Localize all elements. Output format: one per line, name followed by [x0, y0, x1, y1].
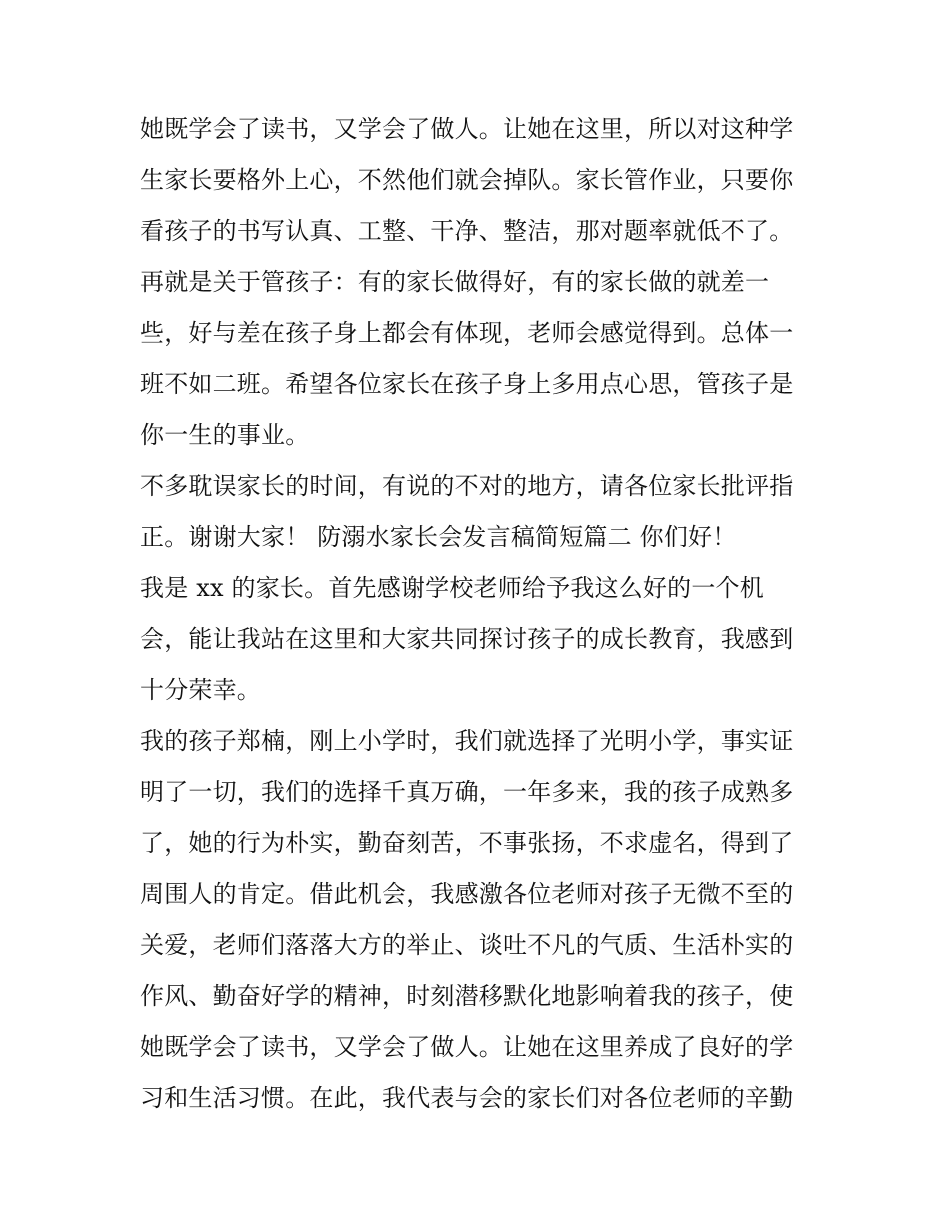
text-line: 她既学会了读书，又学会了做人。让她在这里，所以对这种学 — [140, 115, 794, 143]
text-line: 你一生的事业。 — [140, 421, 310, 449]
text-line: 了，她的行为朴实，勤奋刻苦，不事张扬，不求虚名，得到了 — [140, 829, 794, 857]
document-body — [140, 104, 820, 1124]
text-line: 她既学会了读书，又学会了做人。让她在这里养成了良好的学 — [140, 1033, 794, 1061]
text-line: 我的孩子郑楠，刚上小学时，我们就选择了光明小学，事实证 — [140, 727, 794, 755]
text-line: 班不如二班。希望各位家长在孩子身上多用点心思，管孩子是 — [140, 370, 794, 398]
text-line: 我是 xx 的家长。首先感谢学校老师给予我这么好的一个机 — [140, 574, 764, 602]
text-line: 关爱，老师们落落大方的举止、谈吐不凡的气质、生活朴实的 — [140, 931, 794, 959]
text-line: 些，好与差在孩子身上都会有体现，老师会感觉得到。总体一 — [140, 319, 794, 347]
text-line: 习和生活习惯。在此，我代表与会的家长们对各位老师的辛勤 — [140, 1084, 794, 1112]
text-line: 会，能让我站在这里和大家共同探讨孩子的成长教育，我感到 — [140, 625, 794, 653]
text-line: 再就是关于管孩子：有的家长做得好，有的家长做的就差一 — [140, 268, 770, 296]
text-line: 明了一切，我们的选择千真万确，一年多来，我的孩子成熟多 — [140, 778, 794, 806]
text-line: 不多耽误家长的时间，有说的不对的地方，请各位家长批评指 — [140, 472, 794, 500]
text-line: 作风、勤奋好学的精神，时刻潜移默化地影响着我的孩子，使 — [140, 982, 794, 1010]
text-line: 十分荣幸。 — [140, 676, 261, 704]
text-line: 周围人的肯定。借此机会，我感激各位老师对孩子无微不至的 — [140, 880, 794, 908]
text-line: 看孩子的书写认真、工整、干净、整洁，那对题率就低不了。 — [140, 217, 794, 245]
text-line: 正。谢谢大家！ 防溺水家长会发言稿简短篇二 你们好！ — [140, 523, 737, 551]
text-line: 生家长要格外上心，不然他们就会掉队。家长管作业，只要你 — [140, 166, 794, 194]
